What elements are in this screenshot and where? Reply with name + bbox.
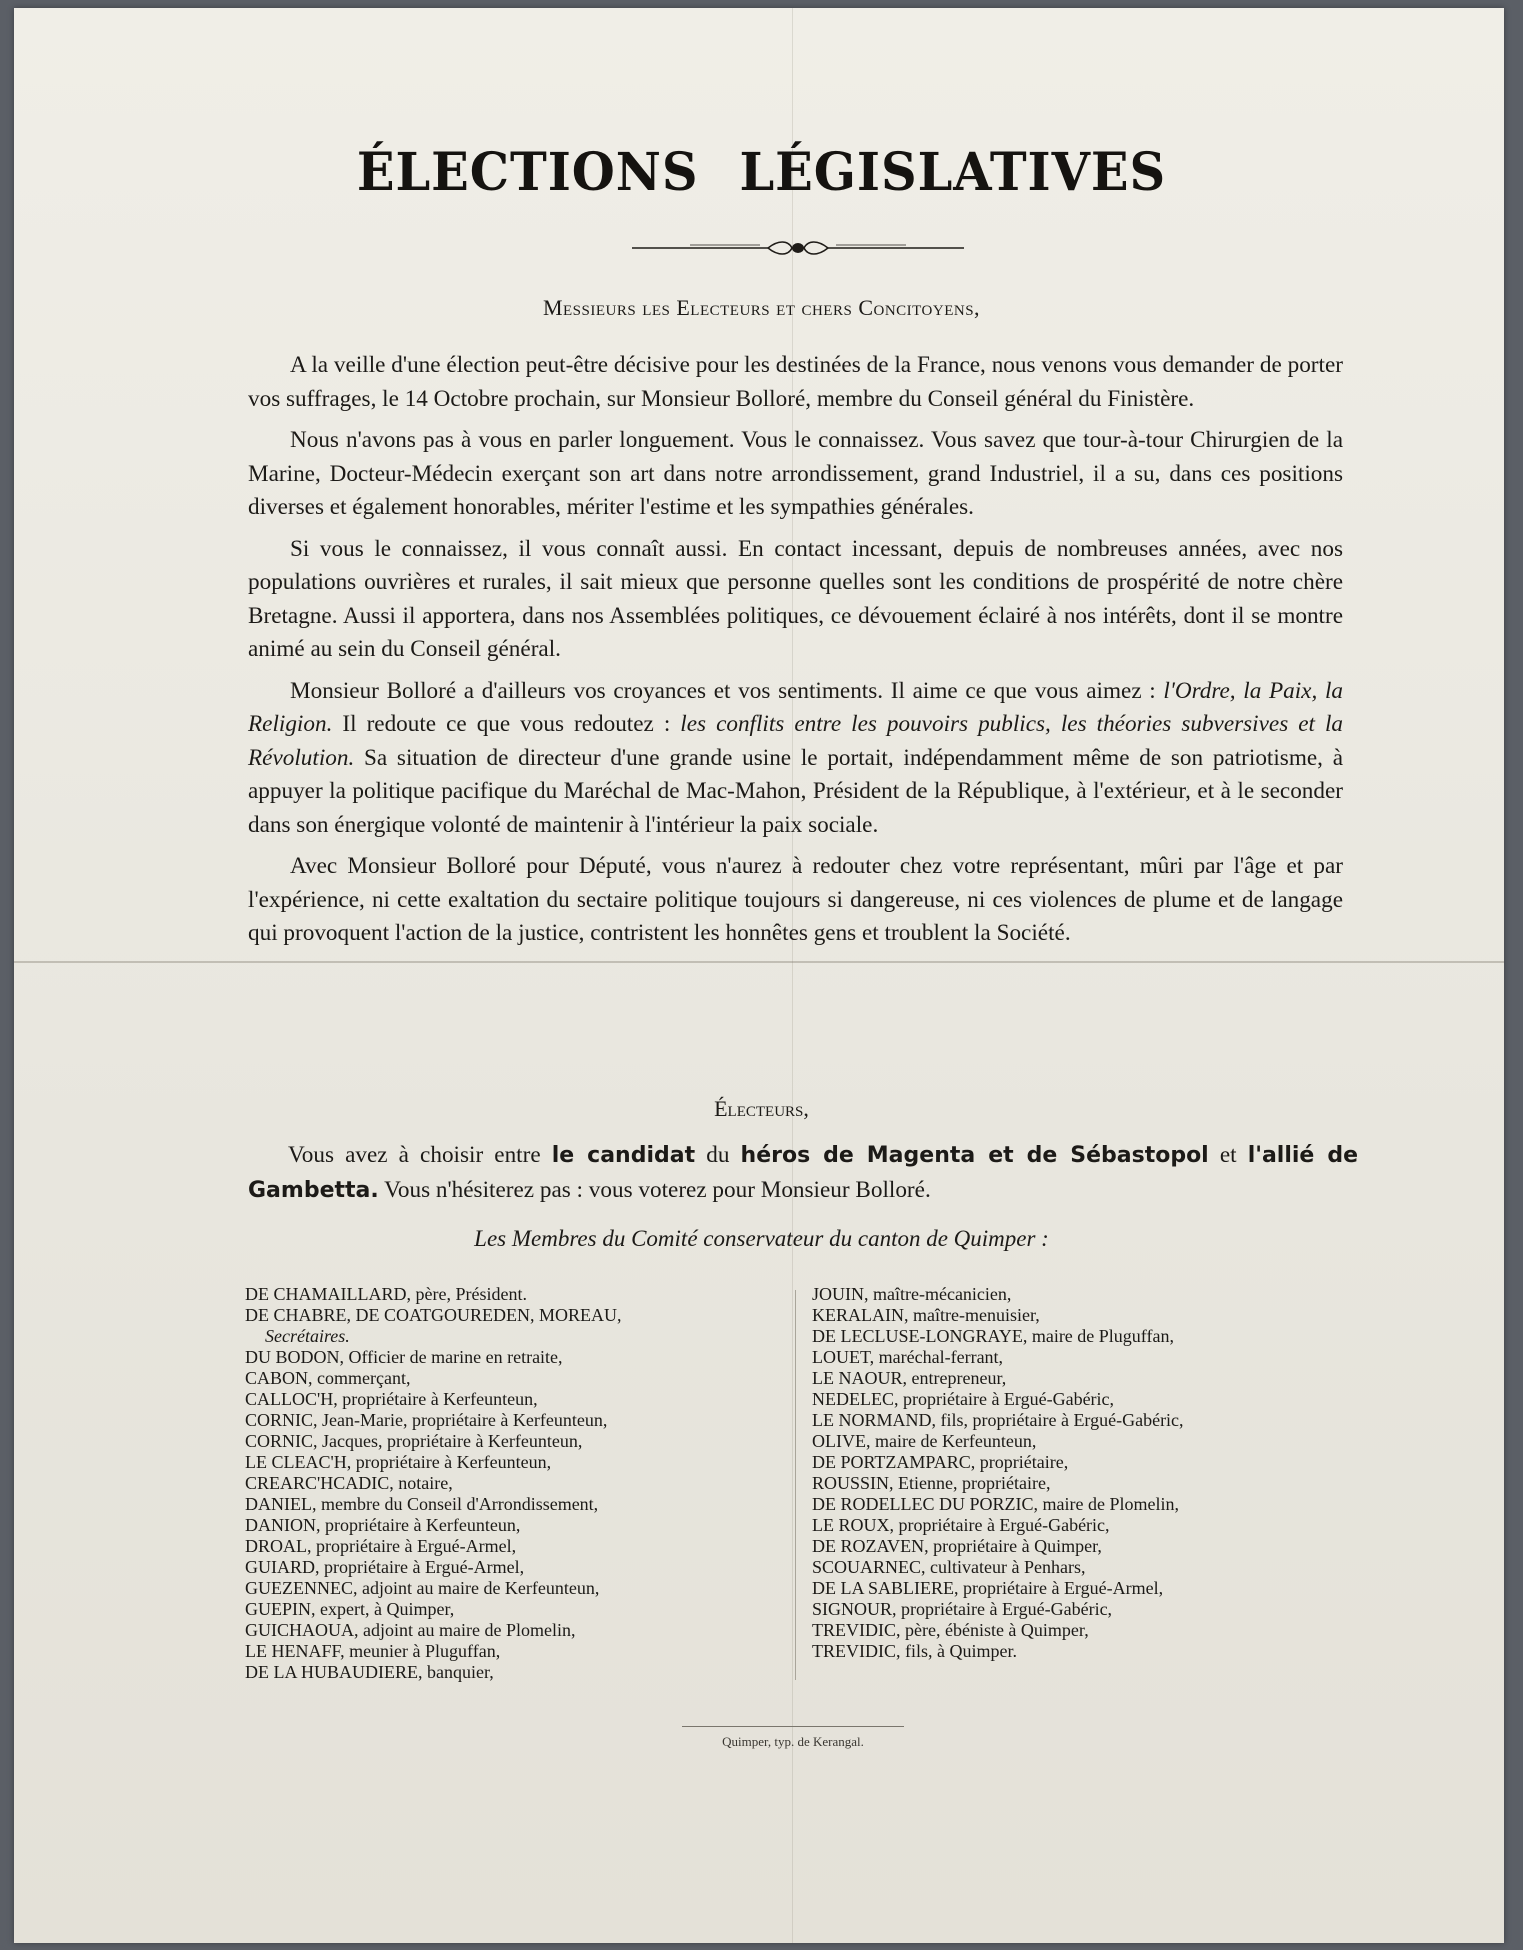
choice-part-a: Vous avez à choisir entre bbox=[288, 1142, 541, 1168]
signatory: TREVIDIC, fils, à Quimper. bbox=[812, 1641, 1017, 1661]
paragraph-4 bbox=[248, 675, 1343, 843]
paragraph-2: Nous n'avons pas à vous en parler longuement. Vous le connaissez. Vous savez que tour-à-tour Chirurgien de la Marine, Docteur-Médecin exerçant son art dans notre arrondissement, grand Industriel, il a su, dans ces positions diverses et également honorables, mériter l'estime et les sympathies générales. bbox=[248, 427, 1343, 520]
choice-part-c: du bbox=[706, 1142, 730, 1168]
signatory: DE CHAMAILLARD, père, Président. bbox=[245, 1284, 527, 1304]
signatory: GUEZENNEC, adjoint au maire de Kerfeunteun, bbox=[245, 1578, 600, 1598]
signatory: NEDELEC, propriétaire à Ergué-Gabéric, bbox=[812, 1389, 1115, 1409]
signatory: LOUET, maréchal-ferrant, bbox=[812, 1347, 1004, 1367]
printer-rule bbox=[682, 1726, 904, 1727]
choice-ally: l'allié de Gambetta. bbox=[248, 1143, 1358, 1203]
signatory: GUICHAOUA, adjoint au maire de Plomelin, bbox=[245, 1620, 576, 1640]
title-ornament bbox=[630, 236, 966, 260]
printer-imprint: Quimper, typ. de Kerangal. bbox=[722, 1734, 864, 1749]
signatory: SIGNOUR, propriétaire à Ergué-Gabéric, bbox=[812, 1599, 1113, 1619]
signatory: DE LA SABLIERE, propriétaire à Ergué-Armel, bbox=[812, 1578, 1164, 1598]
choice-hero: héros de Magenta et de Sébastopol bbox=[740, 1143, 1209, 1168]
signatory: CALLOC'H, propriétaire à Kerfeunteun, bbox=[245, 1389, 538, 1409]
electeurs-heading: Électeurs, bbox=[714, 1096, 809, 1121]
paragraph-4-fears: les conflits entre les pouvoirs publics, les théories subversives et la Révolution. bbox=[248, 711, 1344, 771]
signatory: DROAL, propriétaire à Ergué-Armel, bbox=[245, 1536, 517, 1556]
choice-conclusion: Vous n'hésiterez pas : vous voterez pour Monsieur Bolloré. bbox=[384, 1177, 931, 1203]
horizontal-fold bbox=[14, 961, 1504, 963]
signatories-left bbox=[245, 1284, 622, 1683]
paragraph-3: Si vous le connaissez, il vous connaît aussi. En contact incessant, depuis de nombreuses années, avec nos populations ouvrières et rurales, il sait mieux que personne quelles sont les conditions de prospérité de notre chère Bretagne. Aussi il apportera, dans nos Assemblées politiques, ce dévouement éclairé à nos intérêts, dont il se montre animé au sein du Conseil général. bbox=[248, 535, 1343, 662]
signatory: SCOUARNEC, cultivateur à Penhars, bbox=[812, 1557, 1086, 1577]
signatory: DE CHABRE, DE COATGOUREDEN, MOREAU, bbox=[245, 1305, 622, 1325]
choice-candidate: le candidat bbox=[551, 1143, 696, 1168]
signatory: DANION, propriétaire à Kerfeunteun, bbox=[245, 1515, 521, 1535]
signatory: DANIEL, membre du Conseil d'Arrondissement, bbox=[245, 1494, 599, 1514]
column-divider bbox=[795, 1290, 796, 1680]
signatory: CABON, commerçant, bbox=[245, 1368, 411, 1388]
signatory: DE LECLUSE-LONGRAYE, maire de Pluguffan, bbox=[812, 1326, 1174, 1346]
committee-heading: Les Membres du Comité conservateur du canton de Quimper : bbox=[474, 1226, 1049, 1251]
paragraph-5: Avec Monsieur Bolloré pour Député, vous n'aurez à redouter chez votre représentant, mûri par l'âge et par l'expérience, ni cette exaltation du sectaire politique toujours si dangereuse, ni ces violences de plume et de langage qui provoquent l'action de la justice, contristent les honnêtes gens et troublent la Société. bbox=[248, 853, 1343, 946]
paragraph-4-fears-intro: Il redoute ce que vous redoutez : bbox=[342, 711, 671, 737]
signatory: OLIVE, maire de Kerfeunteun, bbox=[812, 1431, 1037, 1451]
signatory: LE ROUX, propriétaire à Ergué-Gabéric, bbox=[812, 1515, 1110, 1535]
signatory: CREARC'HCADIC, notaire, bbox=[245, 1473, 453, 1493]
signatory: DE ROZAVEN, propriétaire à Quimper, bbox=[812, 1536, 1102, 1556]
paragraph-4-intro: Monsieur Bolloré a d'ailleurs vos croyances et vos sentiments. Il aime ce que vous aimez : bbox=[290, 677, 1156, 704]
signatory: LE NORMAND, fils, propriétaire à Ergué-Gabéric, bbox=[812, 1410, 1184, 1430]
signatory: CORNIC, Jacques, propriétaire à Kerfeunteun, bbox=[245, 1431, 583, 1451]
signatory: GUEPIN, expert, à Quimper, bbox=[245, 1599, 455, 1619]
signatory: GUIARD, propriétaire à Ergué-Armel, bbox=[245, 1557, 525, 1577]
signatory: TREVIDIC, père, ébéniste à Quimper, bbox=[812, 1620, 1089, 1640]
signatory: LE NAOUR, entrepreneur, bbox=[812, 1368, 1007, 1388]
paragraph-4-rest: Sa situation de directeur d'une grande usine le portait, indépendamment même de son patriotisme, à appuyer la politique pacifique du Maréchal de Mac-Mahon, Président de la République, à l'extérieur, et à le seconder dans son énergique volonté de maintenir à l'intérieur la paix sociale. bbox=[248, 744, 1343, 838]
salutation: Messieurs les Electeurs et chers Concitoyens, bbox=[542, 295, 981, 320]
poster-title: ÉLECTIONS LÉGISLATIVES bbox=[356, 142, 1167, 203]
signatory-role: Secrétaires. bbox=[265, 1326, 350, 1346]
signatory: DE RODELLEC DU PORZIC, maire de Plomelin, bbox=[812, 1494, 1179, 1514]
signatory: LE CLEAC'H, propriétaire à Kerfeunteun, bbox=[245, 1452, 552, 1472]
paragraph-1: A la veille d'une élection peut-être décisive pour les destinées de la France, nous venons vous demander de porter vos suffrages, le 14 Octobre prochain, sur Monsieur Bolloré, membre du Conseil général du Finistère. bbox=[248, 352, 1343, 412]
appeal-text bbox=[248, 349, 1343, 959]
paragraph-4-values: l'Ordre, la Paix, la Religion. bbox=[248, 677, 1343, 737]
signatory: DE LA HUBAUDIERE, banquier, bbox=[245, 1662, 494, 1682]
choice-statement bbox=[248, 1138, 1358, 1208]
signatory: LE HENAFF, meunier à Pluguffan, bbox=[245, 1641, 501, 1661]
signatories-right bbox=[812, 1284, 1184, 1662]
choice-part-e: et bbox=[1219, 1142, 1237, 1168]
signatory: ROUSSIN, Etienne, propriétaire, bbox=[812, 1473, 1051, 1493]
signatory: KERALAIN, maître-menuisier, bbox=[812, 1305, 1040, 1325]
signatory: JOUIN, maître-mécanicien, bbox=[812, 1284, 1012, 1304]
signatory: DU BODON, Officier de marine en retraite, bbox=[245, 1347, 563, 1367]
signatory: DE PORTZAMPARC, propriétaire, bbox=[812, 1452, 1069, 1472]
signatory: CORNIC, Jean-Marie, propriétaire à Kerfeunteun, bbox=[245, 1410, 608, 1430]
